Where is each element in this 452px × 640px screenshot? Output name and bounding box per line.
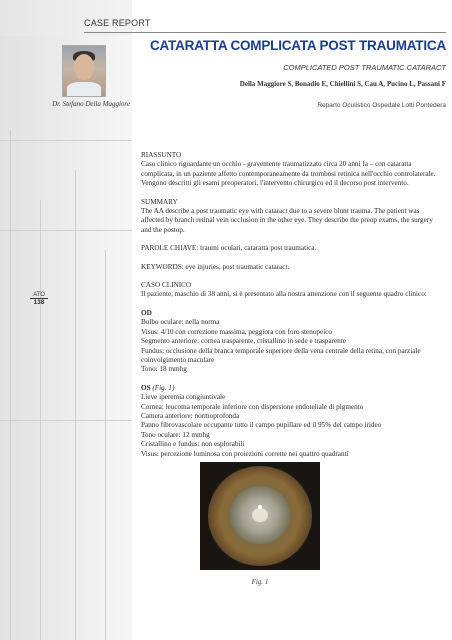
keywords: KEYWORDS: eye injuries, post traumatic cataract. xyxy=(141,262,290,271)
od-line: Segmento anteriore: cornea trasparente, cristallino in sede e trasparente xyxy=(141,337,346,346)
od-section xyxy=(141,309,439,375)
riassunto-section xyxy=(141,151,439,189)
os-line: Cristallino e fundus: non esplorabili xyxy=(141,440,245,449)
background-line xyxy=(10,130,11,640)
author-photo xyxy=(62,45,106,97)
background-line xyxy=(0,140,132,141)
os-heading: OS xyxy=(141,383,151,392)
caso-clinico-section xyxy=(141,281,439,300)
eye-glint xyxy=(258,505,262,509)
background-line xyxy=(0,230,132,231)
os-line: Lieve iperemia congiuntivale xyxy=(141,393,226,402)
journal-abbrev: ATO xyxy=(30,292,48,299)
background-line xyxy=(105,250,106,640)
article-authors: Della Maggiore S, Bonadio E, Chiellini S, Cau A, Pucino L, Passani F xyxy=(239,80,446,88)
page-number: 138 xyxy=(33,299,45,306)
section-rule xyxy=(84,32,446,33)
summary-text: The AA describe a post traumatic eye with cataract due to a severe blunt trauma. The patient was affected by branch retinal vein occlusion in the other eye. They describe the preop exams, the surgery and the postop. xyxy=(141,207,433,234)
article-subtitle: COMPLICATED POST TRAUMATIC CATARACT xyxy=(283,63,446,72)
os-line: Camera anteriore: normoprofonda xyxy=(141,411,240,420)
photo-shirt xyxy=(67,82,101,96)
od-line: Visus: 4/10 con correzione massima, peggiora con foro stenopeico xyxy=(141,327,332,336)
article-body xyxy=(141,151,439,468)
riassunto-text: Caso clinico riguardante un occhio - gravemente traumatizzato circa 20 anni fa – con cataratta complicata, in un paziente affetto contemporaneamente da trombosi retinica nell'occhio controlaterale. Vengono descritti gli esami preoperatori, l'intervento chirurgico ed il decorso post intervento. xyxy=(141,160,436,188)
author-caption: Dr. Stefano Della Maggiore xyxy=(52,100,130,108)
os-section xyxy=(141,384,439,459)
eye-pupil xyxy=(252,508,268,522)
os-line: Tono oculare: 12 mmhg xyxy=(141,430,210,439)
os-fig-ref: (Fig. 1) xyxy=(152,383,175,392)
article-affiliation: Reparto Oculistico Ospedale Lotti Pontedera xyxy=(317,102,446,109)
figure-caption: Fig. 1 xyxy=(251,578,269,586)
os-line: Cornea: leucoma temporale inferiore con dispersione endoteliale di pigmento xyxy=(141,402,364,411)
summary-section xyxy=(141,198,439,236)
os-line: Panno fibrovascolare occupante tutto il campo pupillare ed il 95% del campo irideo xyxy=(141,421,382,430)
riassunto-heading: RIASSUNTO xyxy=(141,151,182,159)
article-title: CATARATTA COMPLICATA POST TRAUMATICA xyxy=(149,38,446,53)
figure-eye-photo xyxy=(200,462,320,570)
od-heading: OD xyxy=(141,308,152,317)
od-line: Fundus: occlusione della branca temporale superiore della vena centrale della retina, con parziale coinvolgimento maculare xyxy=(141,346,421,364)
caso-clinico-text: Il paziente, maschio di 38 anni, si è presentato alla nostra attenzione con il seguente quadro clinico: xyxy=(141,290,427,299)
parole-chiave: PAROLE CHIAVE: traumi oculari, cataratta post traumatica. xyxy=(141,244,317,253)
photo-face xyxy=(74,54,94,80)
background-line xyxy=(0,420,132,421)
od-line: Bulbo oculare: nella norma xyxy=(141,318,220,327)
caso-clinico-heading: CASO CLINICO xyxy=(141,281,192,290)
page-tab xyxy=(30,292,48,306)
os-line: Visus: percezione luminosa con proiezioni corrette nei quattro quadranti xyxy=(141,449,349,458)
background-line xyxy=(75,170,76,640)
od-line: Tono: 18 mmhg xyxy=(141,365,187,374)
section-label: CASE REPORT xyxy=(84,18,151,28)
summary-heading: SUMMARY xyxy=(141,197,178,206)
os-heading-row xyxy=(141,384,439,393)
